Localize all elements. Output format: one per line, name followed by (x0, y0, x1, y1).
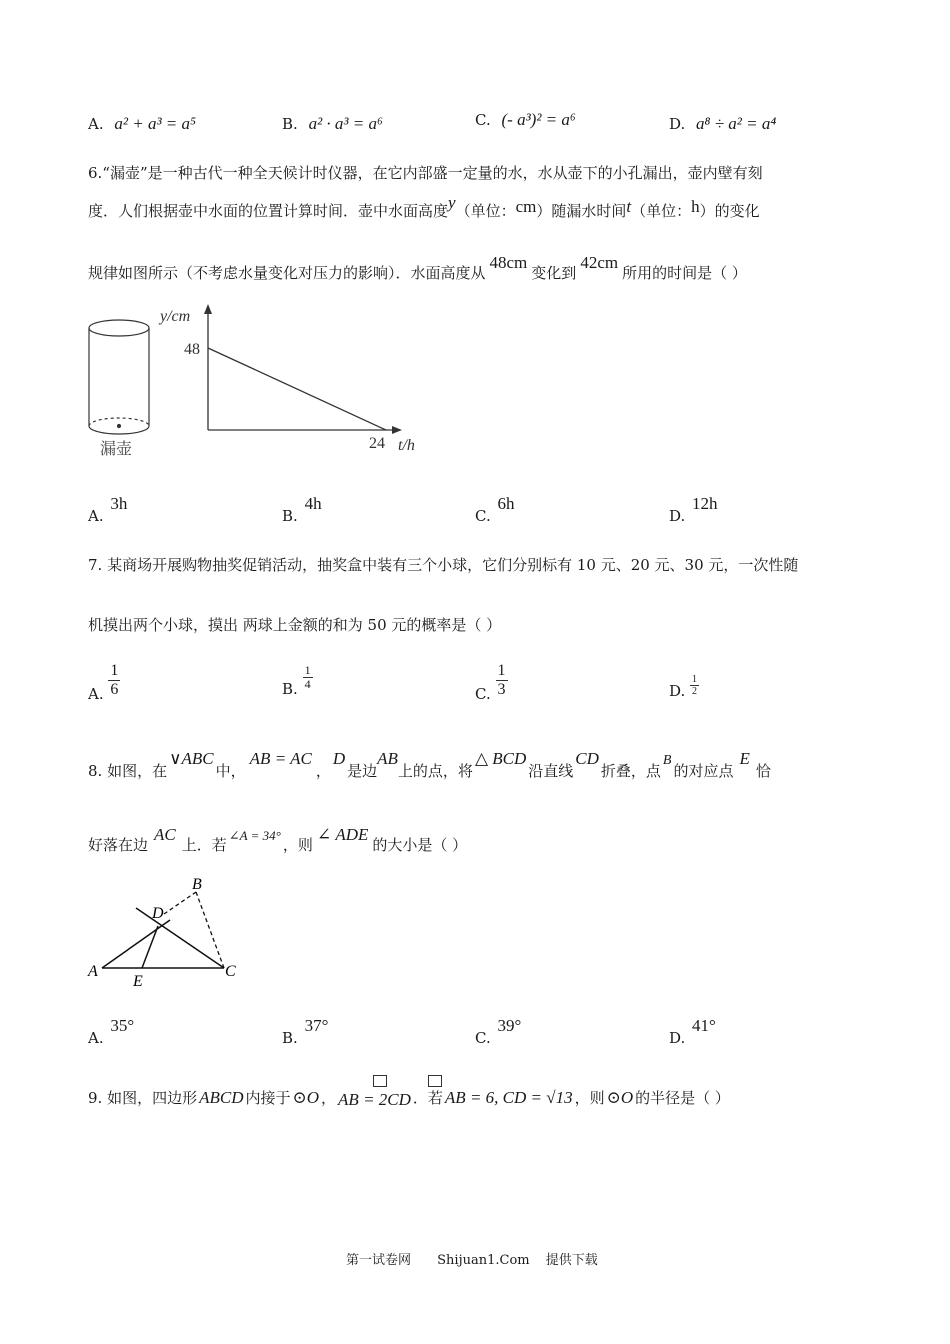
q8-option-b (282, 1016, 329, 1048)
circle-o: ⊙O (292, 1088, 320, 1107)
point-c-label: C (225, 963, 236, 980)
option-label: A. (88, 507, 104, 525)
option-value: 4h (304, 494, 322, 513)
q7-option-b (282, 663, 313, 698)
q6-option-b (282, 494, 322, 526)
numerator: 1 (110, 662, 119, 679)
q8-text: 的大小是（ ） (372, 836, 468, 854)
q8-text: 8. 如图，在 (88, 762, 168, 780)
option-label: D. (669, 1029, 686, 1047)
option-label: B. (282, 507, 298, 525)
q6-text: ）随漏水时间 (536, 202, 627, 220)
triangle-bcd: △ BCD (474, 749, 527, 768)
point-d-label: D (152, 905, 164, 922)
footer-right: 提供下载 (545, 1253, 598, 1268)
water-level-line (208, 348, 386, 430)
fraction (303, 664, 313, 691)
q8-line2 (88, 825, 468, 855)
x-axis-arrow (392, 426, 402, 434)
option-value: 41° (692, 1016, 716, 1035)
vessel-drawing (89, 320, 149, 434)
q9-text: 9. 如图，四边形 (88, 1089, 198, 1107)
y-axis-arrow (204, 304, 212, 314)
option-expr: (- a³)² = a⁶ (501, 110, 576, 129)
x-intercept-label: 24 (369, 435, 385, 452)
arc-mark-cd (428, 1075, 442, 1087)
q6-text: 变化到 (531, 264, 577, 282)
q8-figure (84, 870, 254, 995)
point-d: D (332, 749, 346, 768)
denominator: 6 (110, 681, 119, 698)
point-e-label: E (133, 973, 143, 990)
q8-text: 上的点，将 (397, 762, 473, 780)
q9-text: ，则 (574, 1089, 605, 1107)
point-e: E (739, 749, 750, 768)
segment-ab: AB (377, 749, 398, 768)
vessel-label: 漏壶 (100, 439, 133, 458)
q8-text: 的对应点 (673, 762, 734, 780)
q7-line1: 7. 某商场开展购物抽奖促销活动，抽奖盒中装有三个小球，它们分别标有 10 元、20 元、30 元，一次性随 (88, 556, 799, 574)
option-value: 6h (497, 494, 515, 513)
height-to: 42cm (580, 253, 619, 272)
footer (346, 1249, 598, 1268)
q9-line1 (88, 1087, 730, 1108)
arc-equation: AB = 2CD (338, 1090, 411, 1109)
q7-option-c (475, 662, 508, 703)
option-label: C. (475, 507, 491, 525)
q7-option-a (88, 662, 120, 703)
point-a-label: A (88, 963, 98, 980)
q8-option-a (88, 1016, 135, 1048)
q5-option-a (88, 114, 196, 134)
eq-ab-ac: AB = AC (249, 749, 312, 768)
var-y: y (448, 193, 456, 212)
q6-text: 规律如图所示（不考虑水量变化对压力的影响）．水面高度从 (88, 264, 486, 282)
option-value: 12h (692, 494, 718, 513)
footer-site[interactable]: Shijuan1.Com (437, 1253, 530, 1268)
option-value: 39° (497, 1016, 522, 1035)
triangle-abc: ∨ABC (169, 749, 214, 768)
q7-option-d (669, 674, 699, 700)
q5-option-d (669, 114, 776, 134)
arc-mark-ab (373, 1075, 387, 1087)
point-b: B (662, 753, 672, 768)
q9-text: 内接于 (245, 1089, 291, 1107)
unit-cm: cm (515, 197, 537, 216)
option-expr: a² · a³ = a⁶ (308, 114, 383, 133)
denominator: 3 (497, 681, 506, 698)
q5-option-b (282, 114, 383, 134)
option-value: 3h (110, 494, 128, 513)
fold-dashed-lines (164, 892, 224, 968)
height-from: 48cm (489, 253, 528, 272)
numerator: 1 (692, 674, 698, 685)
q5-option-c (475, 110, 576, 130)
q6-line1: 6.“漏壶”是一种古代一种全天候计时仪器，在它内部盛一定量的水，水从壶下的小孔漏出，壶内壁有刻 (88, 164, 763, 182)
q8-text: 上．若 (181, 836, 227, 854)
fraction (690, 674, 699, 697)
option-label: D. (669, 507, 686, 525)
q8-text: 折叠，点 (600, 762, 661, 780)
option-label: C. (475, 684, 491, 703)
segment-ac: AC (154, 825, 176, 844)
q9-text: ．若 (412, 1089, 443, 1107)
q6-option-a (88, 494, 128, 526)
circle-o: ⊙O (606, 1088, 634, 1107)
q6-option-d (669, 494, 718, 526)
q8-text: ， (315, 762, 331, 780)
q8-text: 好落在边 (88, 836, 149, 854)
q9-condition: AB = 6, CD = √13 (444, 1088, 573, 1107)
option-label: B. (282, 679, 298, 698)
option-label: A. (88, 115, 104, 133)
option-label: B. (282, 115, 298, 133)
option-label: C. (475, 111, 491, 129)
segment-cd: CD (575, 749, 599, 768)
option-value: 37° (304, 1016, 329, 1035)
q6-text: （单位： (455, 202, 516, 220)
option-label: C. (475, 1029, 491, 1047)
q7-line2: 机摸出两个小球，摸出 两球上金额的和为 50 元的概率是（ ） (88, 616, 502, 634)
q8-line1 (88, 749, 771, 781)
option-label: A. (88, 684, 104, 703)
var-t: t (626, 197, 632, 216)
numerator: 1 (304, 663, 311, 677)
numerator: 1 (497, 662, 506, 679)
q6-text: 所用的时间是（ ） (622, 264, 747, 282)
q8-text: 沿直线 (528, 762, 574, 780)
option-value: 35° (110, 1016, 135, 1035)
y-intercept-label: 48 (184, 341, 200, 358)
q6-option-c (475, 494, 515, 526)
q6-figure (86, 300, 431, 465)
q8-text: ，则 (282, 836, 313, 854)
q8-option-d (669, 1016, 716, 1048)
q9-text: ， (321, 1089, 337, 1107)
q8-text: 中， (215, 762, 246, 780)
q6-line3 (88, 253, 747, 283)
angle-ade: ∠ ADE (316, 825, 369, 844)
q6-text: ）的变化 (699, 202, 760, 220)
denominator: 2 (692, 686, 698, 697)
option-label: D. (669, 681, 686, 700)
q9-text: 的半径是（ ） (635, 1089, 730, 1107)
q8-option-c (475, 1016, 522, 1048)
fraction (496, 662, 508, 699)
q6-text: （单位： (631, 202, 692, 220)
unit-h: h (691, 197, 700, 216)
q8-text: 恰 (755, 762, 771, 780)
q6-line2 (88, 193, 760, 221)
q6-text: 度．人们根据壶中水面的位置计算时间．壶中水面高度 (88, 202, 449, 220)
fraction (108, 662, 120, 699)
angle-a: ∠A = 34° (228, 828, 281, 843)
option-label: A. (88, 1029, 104, 1047)
y-axis-label: y/cm (160, 308, 191, 325)
x-axis-label: t/h (398, 437, 415, 454)
option-label: D. (669, 115, 686, 133)
option-label: B. (282, 1029, 298, 1047)
footer-left: 第一试卷网 (346, 1253, 412, 1268)
point-b-label: B (192, 876, 202, 893)
option-expr: a⁸ ÷ a² = a⁴ (696, 114, 777, 133)
denominator: 4 (304, 677, 311, 691)
quadrilateral-abcd: ABCD (199, 1088, 244, 1107)
q8-text: 是边 (347, 762, 378, 780)
option-expr: a² + a³ = a⁵ (114, 114, 196, 133)
chart-axes (208, 310, 396, 430)
